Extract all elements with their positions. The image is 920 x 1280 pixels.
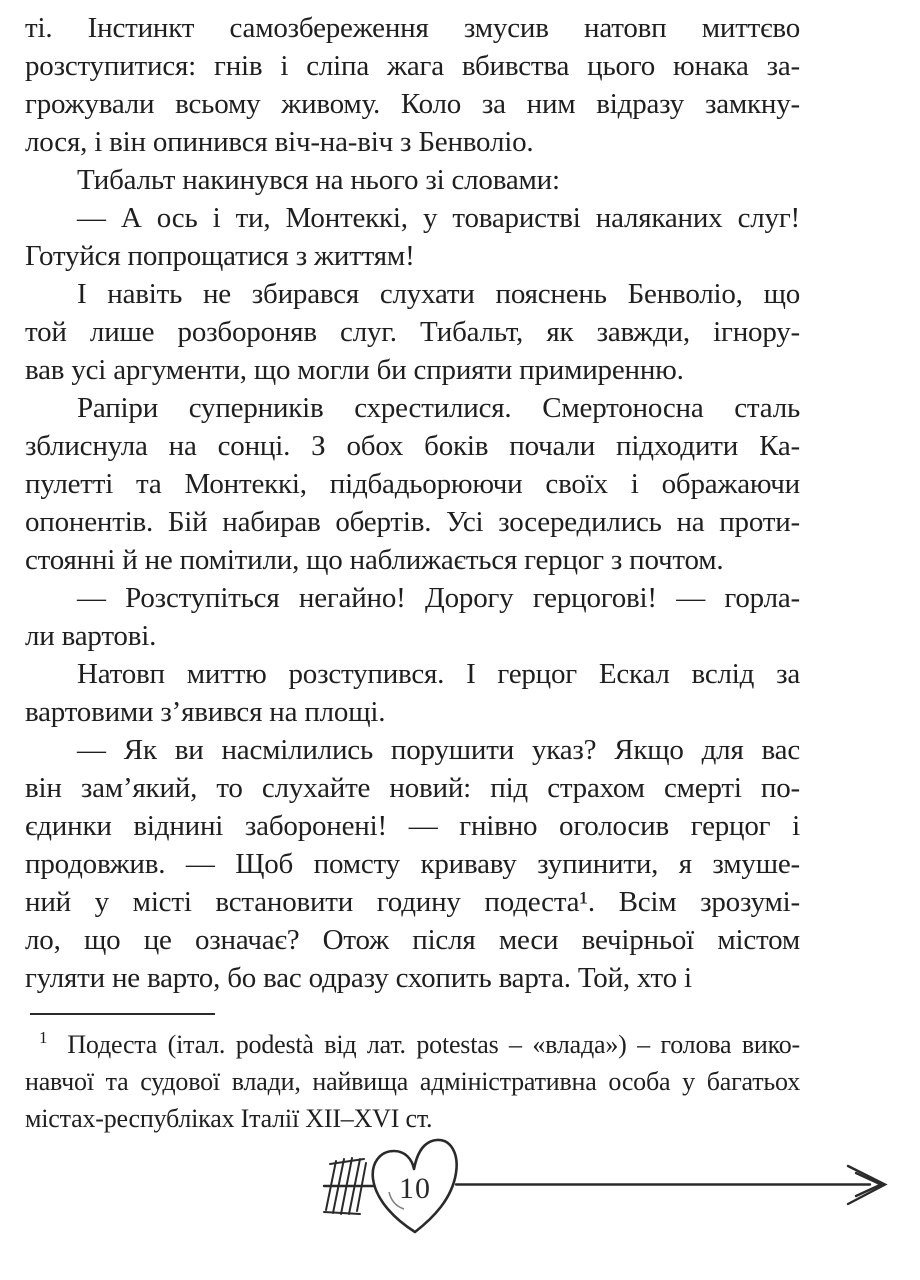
- text-line: він зам’який, то слухайте новий: під страхом смерті по-: [25, 772, 800, 804]
- footnote-line: $^1$ Подеста (італ. podestà від лат. potestas – «влада») – голова вико-: [39, 1028, 800, 1059]
- text-line: Натовп миттю розступився. І герцог Ескал вслід за: [77, 658, 800, 690]
- arrow-heart-decoration: [320, 1128, 895, 1240]
- text-line: пулетті та Монтеккі, підбадьорюючи своїх і ображаючи: [25, 468, 800, 500]
- text-line: лося, і він опинився віч-на-віч з Бенволіо.: [25, 126, 534, 158]
- text-line: Рапіри суперників схрестилися. Смертоносна сталь: [77, 392, 800, 424]
- text-line: ло, що це означає? Отож після меси вечірньої містом: [25, 924, 800, 956]
- text-line: гуляти не варто, бо вас одразу схопить варта. Той, хто і: [25, 962, 692, 994]
- footnote-line: навчої та судової влади, найвища адміністративна особа у багатьох: [25, 1067, 800, 1096]
- text-line: єдинки віднині заборонені! — гнівно оголосив герцог і: [25, 810, 800, 842]
- text-line: ті. Інстинкт самозбереження змусив натовп миттєво: [25, 12, 800, 44]
- text-line: вав усі аргументи, що могли би сприяти примиренню.: [25, 354, 684, 386]
- text-line: Тибальт накинувся на нього зі словами:: [77, 164, 560, 196]
- text-line: — Як ви насмілились порушити указ? Якщо для вас: [77, 734, 800, 766]
- text-line: вартовими з’явився на площі.: [25, 696, 386, 728]
- heart-icon: [373, 1140, 457, 1232]
- text-line: — А ось і ти, Монтеккі, у товаристві наляканих слуг!: [77, 202, 800, 234]
- footnote-divider: [30, 1013, 215, 1015]
- text-line: продовжив. — Щоб помсту криваву зупинити, я змуше-: [25, 848, 800, 880]
- footnote-line: містах-республіках Італії XII–XVI ст.: [25, 1104, 433, 1133]
- footnote-marker: 1: [39, 1028, 48, 1048]
- footnote-text: [25, 1026, 800, 1137]
- page-text: [25, 9, 800, 997]
- footnote: [25, 1026, 800, 1137]
- text-line: Готуйся попрощатися з життям!: [25, 240, 415, 272]
- text-line: той лише розбороняв слуг. Тибальт, як завжди, ігнору-: [25, 316, 800, 348]
- text-line: грожували всьому живому. Коло за ним відразу замкну-: [25, 88, 800, 120]
- text-line: І навіть не збирався слухати пояснень Бенволіо, що: [77, 278, 800, 310]
- text-line: зблиснула на сонці. З обох боків почали підходити Ка-: [25, 430, 800, 462]
- text-line: ний у місті встановити годину подеста¹. Всім зрозумі-: [25, 886, 800, 918]
- text-line: ли вартові.: [25, 620, 157, 652]
- text-line: опонентів. Бій набирав обертів. Усі зосередились на проти-: [25, 506, 800, 538]
- text-line: розступитися: гнів і сліпа жага вбивства цього юнака за-: [25, 50, 800, 82]
- page-number: 10: [399, 1172, 431, 1205]
- text-line: стоянні й не помітили, що наближається герцог з почтом.: [25, 544, 724, 576]
- text-line: — Розступіться негайно! Дорогу герцогові! — горла-: [77, 582, 800, 614]
